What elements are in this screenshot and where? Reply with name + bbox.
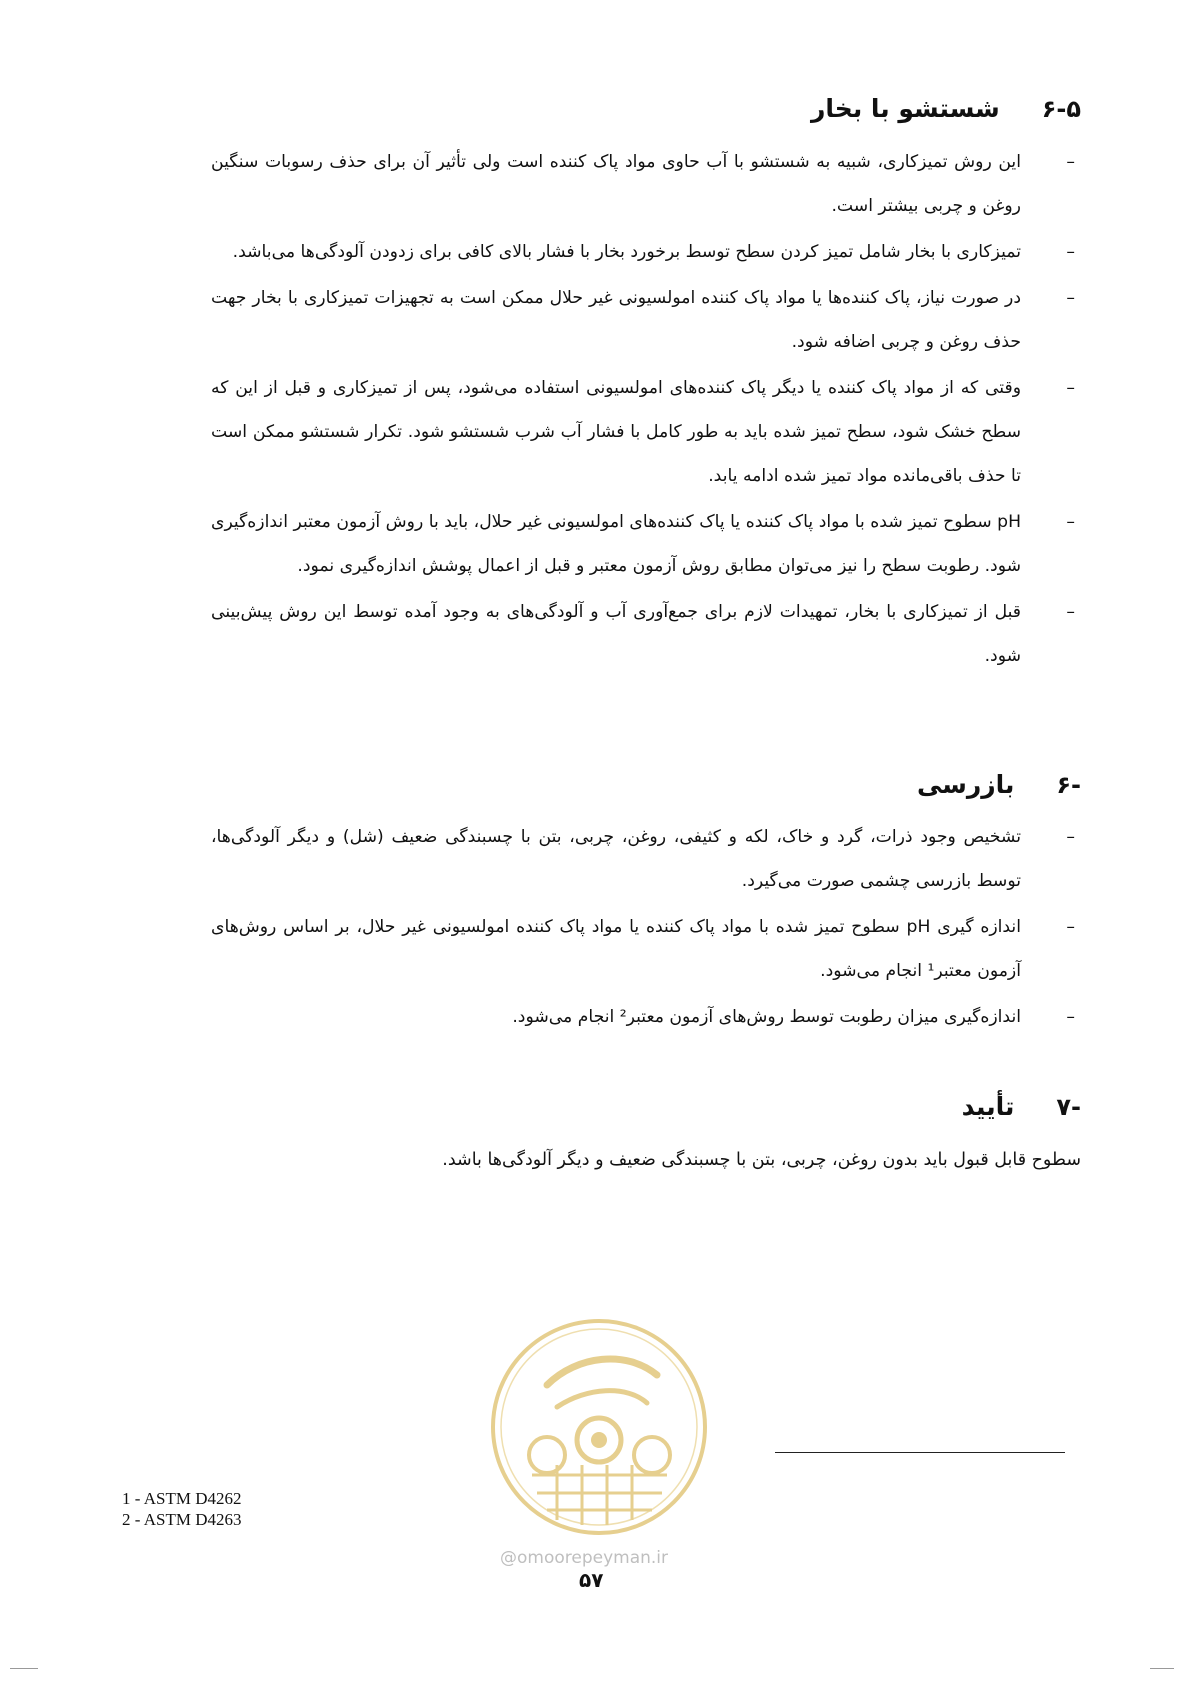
section-7-text: سطوح قابل قبول باید بدون روغن، چربی، بتن با چسبندگی ضعیف و دیگر آلودگی‌ها باشد. [442, 1150, 1081, 1170]
section-65-title: شستشو با بخار [811, 94, 1000, 123]
bullet-dash: – [1066, 152, 1075, 172]
footnote-1: 1 - ASTM D4262 [122, 1489, 242, 1508]
section-65-list [211, 140, 1081, 678]
section-65-number: ۶-۵ [1041, 94, 1081, 123]
bullet-dash: – [1066, 378, 1075, 398]
stamp-logo [487, 1315, 712, 1540]
list-item-text: تشخیص وجود ذرات، گرد و خاک، لکه و کثیفی، روغن، چربی، بتن با چسبندگی ضعیف (شل) و دیگر آلودگی‌ها، توسط بازرسی چشمی صورت می‌گیرد. [211, 827, 1021, 891]
list-item [211, 905, 1081, 993]
bullet-dash: – [1066, 827, 1075, 847]
list-item [211, 276, 1081, 364]
bullet-dash: – [1066, 288, 1075, 308]
footnote-2: 2 - ASTM D4263 [122, 1510, 242, 1529]
list-item [211, 230, 1081, 274]
footnotes [122, 1488, 241, 1530]
scan-mark [10, 1668, 38, 1669]
bullet-dash: – [1066, 602, 1075, 622]
section-7-title: تأیید [961, 1092, 1015, 1121]
list-item [211, 995, 1081, 1039]
list-item-text: pH سطوح تمیز شده با مواد پاک کننده یا پاک کننده‌های امولسیونی غیر حلال، باید با روش آزمون معتبر اندازه‌گیری شود. رطوبت سطح را نیز می‌توان مطابق روش آزمون معتبر و قبل از اعمال پوشش اندازه‌گیری نمود. [211, 512, 1021, 576]
footnote-separator [775, 1452, 1065, 1453]
list-item-text: در صورت نیاز، پاک کننده‌ها یا مواد پاک کننده امولسیونی غیر حلال ممکن است به تجهیزات تمیزکاری با بخار جهت حذف روغن و چربی اضافه شود. [211, 288, 1021, 352]
section-7-heading [962, 1092, 1081, 1121]
list-item-text: قبل از تمیزکاری با بخار، تمهیدات لازم برای جمع‌آوری آب و آلودگی‌های به وجود آمده توسط این روش پیش‌بینی شود. [211, 602, 1021, 666]
watermark: @omoorepeyman.ir [500, 1548, 669, 1568]
bullet-dash: – [1066, 512, 1075, 532]
list-item [211, 590, 1081, 678]
list-item [211, 366, 1081, 498]
page-number: ۵۷ [579, 1568, 604, 1592]
list-item-text: این روش تمیزکاری، شبیه به شستشو با آب حاوی مواد پاک کننده است ولی تأثیر آن برای حذف رسوبات سنگین روغن و چربی بیشتر است. [211, 152, 1021, 216]
section-6-title: بازرسی [916, 770, 1015, 799]
bullet-dash: – [1066, 917, 1075, 937]
section-6-number: -۶ [1056, 770, 1081, 799]
list-item [211, 140, 1081, 228]
section-65-heading [811, 94, 1081, 123]
bullet-dash: – [1066, 242, 1075, 262]
section-7-number: -۷ [1056, 1092, 1081, 1121]
scan-mark [1150, 1668, 1174, 1669]
list-item-text: تمیزکاری با بخار شامل تمیز کردن سطح توسط برخورد بخار با فشار بالای کافی برای زدودن آلودگی‌ها می‌باشد. [232, 242, 1021, 262]
list-item [211, 500, 1081, 588]
section-6-list [211, 815, 1081, 1039]
list-item [211, 815, 1081, 903]
list-item-text: وقتی که از مواد پاک کننده یا دیگر پاک کننده‌های امولسیونی استفاده می‌شود، پس از تمیزکاری و قبل از این که سطح خشک شود، سطح تمیز شده باید به طور کامل با فشار آب شرب شستشو شود. تکرار شستشو ممکن است تا حذف باقی‌مانده مواد تمیز شده ادامه یابد. [211, 378, 1021, 486]
section-6-heading [917, 770, 1081, 799]
bullet-dash: – [1066, 1007, 1075, 1027]
list-item-text: اندازه‌گیری میزان رطوبت توسط روش‌های آزمون معتبر² انجام می‌شود. [512, 1007, 1021, 1027]
list-item-text: اندازه گیری pH سطوح تمیز شده با مواد پاک کننده یا مواد پاک کننده امولسیونی غیر حلال، بر اساس روش‌های آزمون معتبر¹ انجام می‌شود. [211, 917, 1021, 981]
